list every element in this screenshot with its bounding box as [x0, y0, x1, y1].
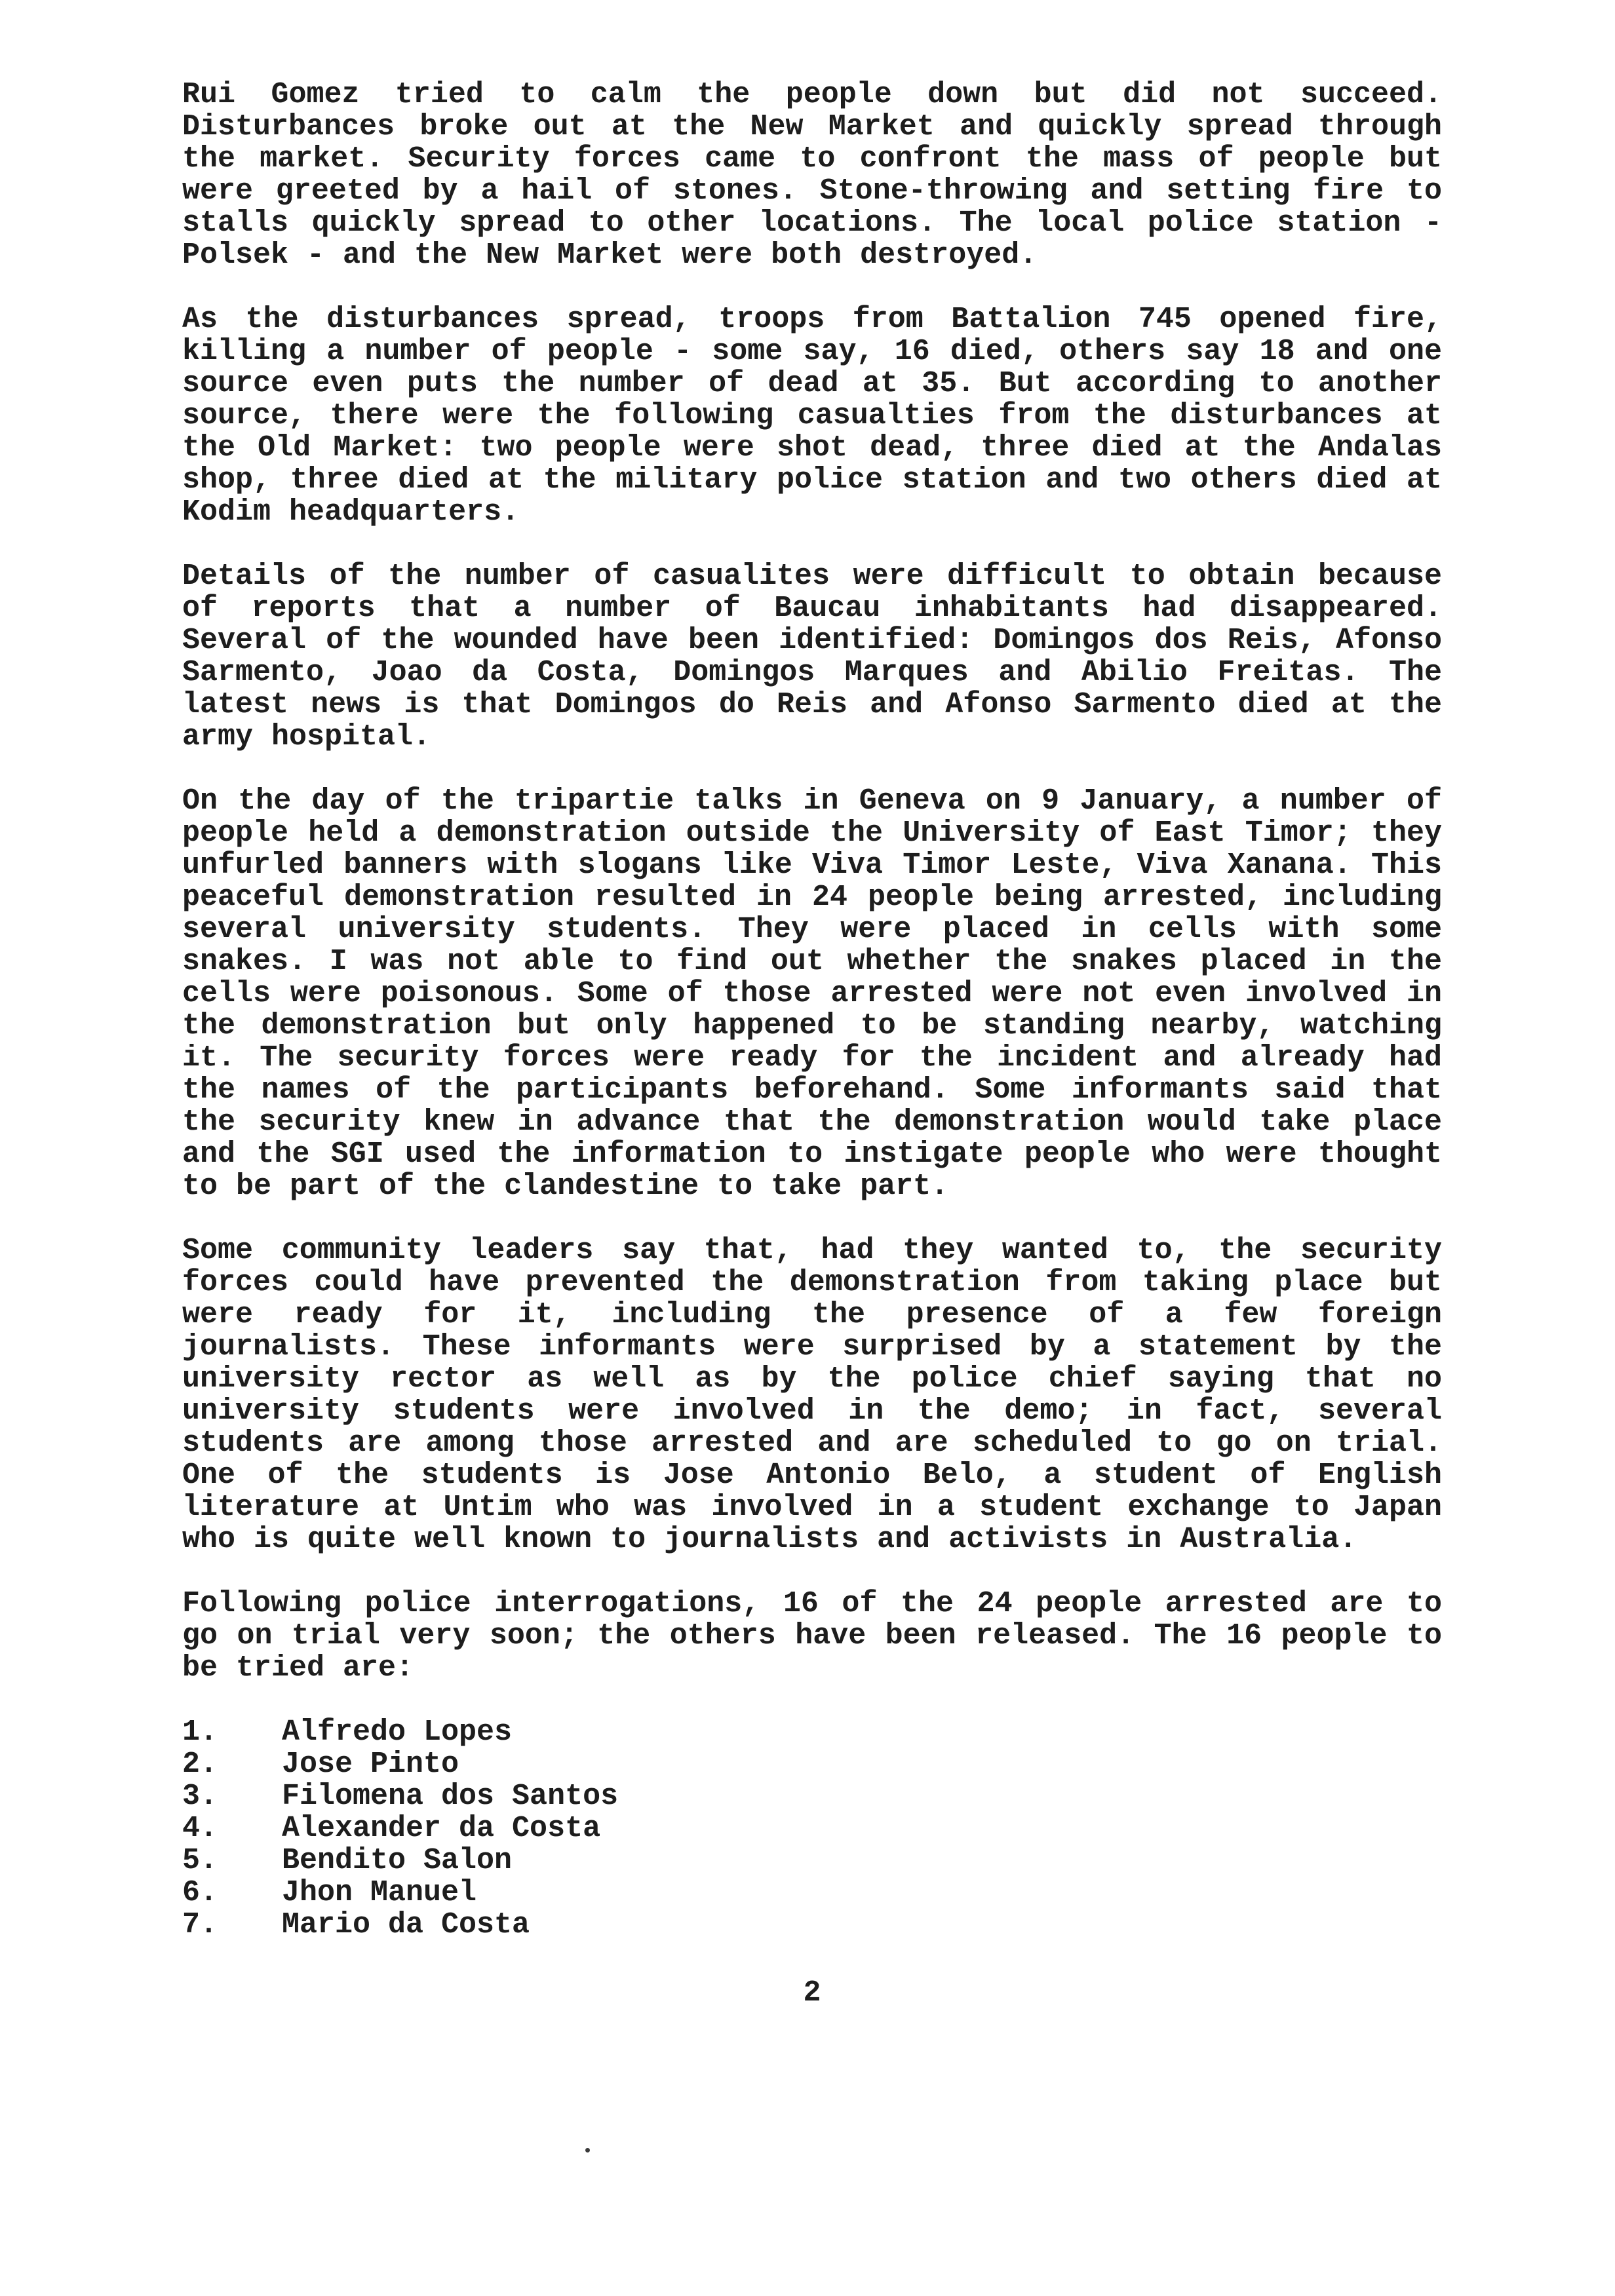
list-item-name: Mario da Costa: [282, 1908, 530, 1942]
list-item-number: 5.: [182, 1844, 218, 1877]
list-item-1: [182, 1716, 1442, 1748]
list-item-number: 6.: [182, 1876, 218, 1909]
list-item-number: 3.: [182, 1780, 218, 1813]
paragraph-4: On the day of the tripartie talks in Geneva on 9 January, a number of people held a demonstration outside the University of East Timor; they unfurled banners with slogans like Viva Timor Leste, Viva Xanana. This peaceful demonstration resulted in 24 people being arrested, including several university students. They were placed in cells with some snakes. I was not able to find out whether the snakes placed in the cells were poisonous. Some of those arrested were not even involved in the demonstration but only happened to be standing nearby, watching it. The security forces were ready for the incident and already had the names of the participants beforehand. Some informants said that the security knew in advance that the demonstration would take place and the SGI used the information to instigate people who were thought to be part of the clandestine to take part.: [182, 784, 1442, 1203]
paragraph-6: Following police interrogations, 16 of the 24 people arrested are to go on trial very soon; the others have been released. The 16 people to be tried are:: [182, 1587, 1442, 1685]
page-number: 2: [803, 1976, 821, 2010]
list-item-name: Bendito Salon: [282, 1844, 513, 1877]
list-item-3: [182, 1780, 1442, 1812]
list-item-number: 4.: [182, 1812, 218, 1845]
list-item-name: Alexander da Costa: [282, 1812, 601, 1845]
paragraph-5: Some community leaders say that, had they wanted to, the security forces could have prevented the demonstration from taking place but were ready for it, including the presence of a few foreign journalists. These informants were surprised by a statement by the university rector as well as by the police chief saying that no university students were involved in the demo; in fact, several students are among those arrested and are scheduled to go on trial. One of the students is Jose Antonio Belo, a student of English literature at Untim who was involved in a student exchange to Japan who is quite well known to journalists and activists in Australia.: [182, 1234, 1442, 1556]
list-item-name: Jose Pinto: [282, 1748, 459, 1781]
list-item-5: [182, 1845, 1442, 1877]
paragraph-1: Rui Gomez tried to calm the people down but did not succeed. Disturbances broke out at the New Market and quickly spread through the market. Security forces came to confront the mass of people but were greeted by a hail of stones. Stone-throwing and setting fire to stalls quickly spread to other locations. The local police station - Polsek - and the New Market were both destroyed.: [182, 78, 1442, 272]
list-item-7: [182, 1909, 1442, 1941]
trial-list: [182, 1716, 1442, 1941]
paragraph-2: As the disturbances spread, troops from Battalion 745 opened fire, killing a number of people - some say, 16 died, others say 18 and one source even puts the number of dead at 35. But according to another source, there were the following casualties from the disturbances at the Old Market: two people were shot dead, three died at the Andalas shop, three died at the military police station and two others died at Kodim headquarters.: [182, 303, 1442, 529]
paragraph-3: Details of the number of casualites were difficult to obtain because of reports that a number of Baucau inhabitants had disappeared. Several of the wounded have been identified: Domingos dos Reis, Afonso Sarmento, Joao da Costa, Domingos Marques and Abilio Freitas. The latest news is that Domingos do Reis and Afonso Sarmento died at the army hospital.: [182, 560, 1442, 754]
list-item-2: [182, 1748, 1442, 1780]
list-item-number: 2.: [182, 1748, 218, 1781]
list-item-4: [182, 1812, 1442, 1845]
list-item-name: Filomena dos Santos: [282, 1780, 619, 1813]
list-item-number: 1.: [182, 1715, 218, 1749]
list-item-number: 7.: [182, 1908, 218, 1942]
ink-speck: [585, 2148, 590, 2152]
list-item-name: Jhon Manuel: [282, 1876, 477, 1909]
document-body: [182, 79, 1442, 2009]
list-item-6: [182, 1877, 1442, 1909]
list-item-name: Alfredo Lopes: [282, 1715, 513, 1749]
